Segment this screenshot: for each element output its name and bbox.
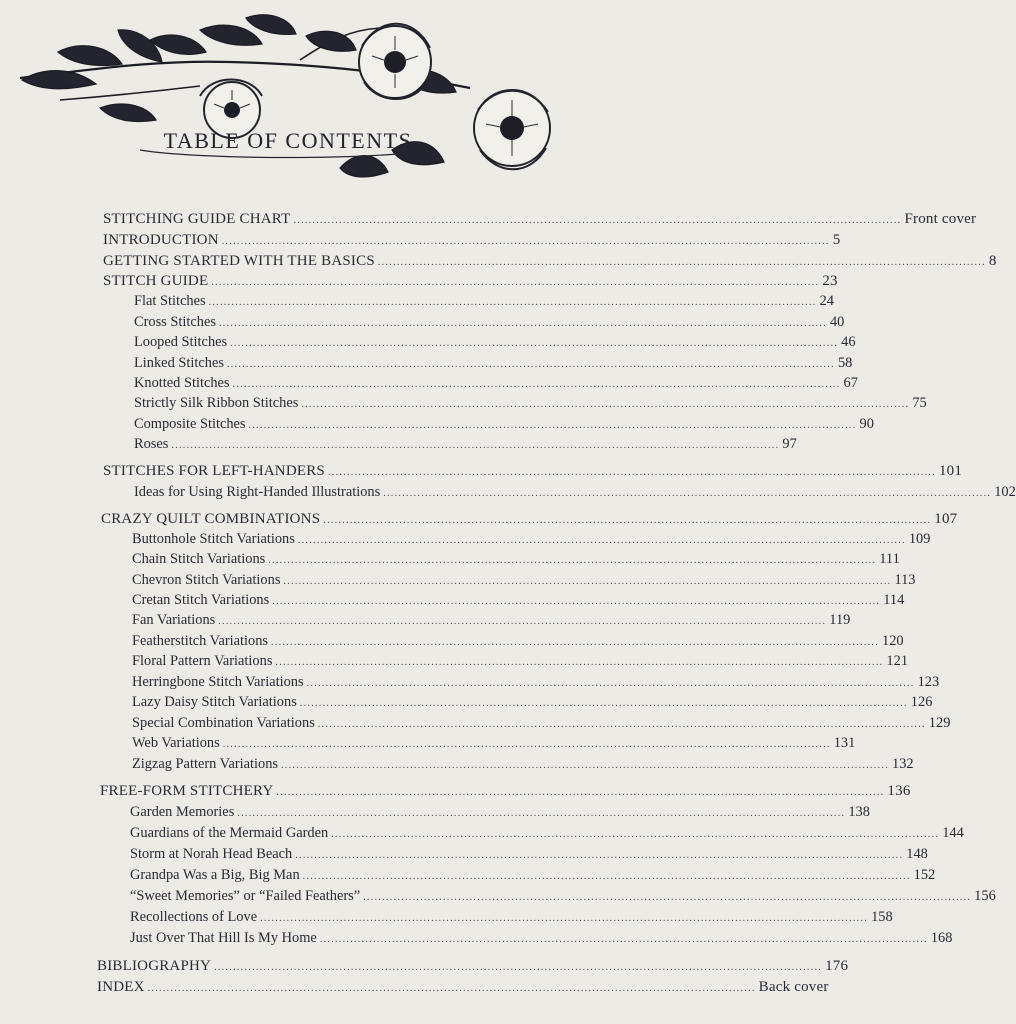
- toc-subsection-entry: [130, 803, 870, 823]
- toc-entry-title: STITCHING GUIDE CHART: [103, 211, 291, 227]
- toc-subsection-entry: [134, 483, 1016, 503]
- toc-entry-title: Web Variations: [132, 735, 220, 751]
- toc-entry-page: 23: [822, 273, 838, 289]
- heading-text: TABLE OF CONTENTS: [163, 128, 413, 153]
- toc-entry-page: 148: [906, 846, 928, 862]
- toc-entry-title: BIBLIOGRAPHY: [97, 958, 212, 974]
- toc-entry-title: Special Combination Variations: [132, 715, 315, 731]
- toc-entry-title: Flat Stitches: [134, 293, 206, 309]
- toc-entry-title: Chevron Stitch Variations: [132, 572, 281, 588]
- dot-leader: ................................................................................................................................................................: [226, 359, 835, 370]
- dot-leader: ................................................................................................................................................................: [302, 871, 911, 882]
- dot-leader: ................................................................................................................................................................: [301, 399, 910, 410]
- toc-entry-title: Zigzag Pattern Variations: [132, 756, 278, 772]
- dot-leader: ................................................................................................................................................................: [327, 467, 936, 478]
- toc-subsection-entry: [134, 374, 858, 394]
- toc-entry-page: 120: [882, 633, 904, 649]
- toc-entry-title: Featherstitch Variations: [132, 633, 269, 649]
- dot-leader: ................................................................................................................................................................: [331, 829, 940, 840]
- toc-subsection-entry: [132, 755, 914, 775]
- toc-subsection-entry: [134, 415, 874, 435]
- dot-leader: ................................................................................................................................................................: [383, 488, 992, 499]
- toc-entry-title: Looped Stitches: [134, 334, 228, 350]
- toc-entry-page: 119: [829, 612, 851, 628]
- toc-section-entry: [103, 231, 841, 251]
- toc-entry-title: Roses: [134, 436, 169, 452]
- toc-entry-title: Recollections of Love: [130, 909, 258, 925]
- dot-leader: ................................................................................................................................................................: [222, 739, 831, 750]
- toc-entry-page: 109: [908, 531, 931, 547]
- dot-leader: ................................................................................................................................................................: [283, 576, 892, 587]
- dot-leader: ................................................................................................................................................................: [221, 236, 830, 247]
- toc-subsection-entry: [132, 571, 916, 591]
- toc-entry-page: 5: [832, 232, 841, 248]
- toc-entry-page: 158: [871, 909, 893, 925]
- toc-subsection-entry: [132, 611, 851, 631]
- dot-leader: ................................................................................................................................................................: [299, 698, 908, 709]
- toc-subsection-entry: [132, 530, 931, 550]
- toc-entry-page: 90: [859, 416, 874, 432]
- toc-subsection-entry: [132, 673, 940, 693]
- toc-entry-page: 113: [894, 572, 916, 588]
- toc-entry-page: 156: [974, 888, 996, 904]
- toc-entry-page: 67: [843, 375, 858, 391]
- toc-entry-title: GETTING STARTED WITH THE BASICS: [103, 253, 375, 269]
- toc-entry-page: 123: [917, 674, 940, 690]
- dot-leader: ................................................................................................................................................................: [218, 616, 827, 627]
- toc-subsection-entry: [130, 866, 936, 886]
- toc-subsection-entry: [130, 908, 893, 928]
- toc-entry-page: 111: [879, 551, 900, 567]
- toc-entry-page: 97: [782, 436, 797, 452]
- toc-entry-page: 107: [934, 511, 958, 527]
- dot-leader: ................................................................................................................................................................: [306, 678, 915, 689]
- toc-entry-title: Garden Memories: [130, 804, 235, 820]
- dot-leader: ................................................................................................................................................................: [275, 657, 884, 668]
- dot-leader: ................................................................................................................................................................: [218, 318, 827, 329]
- toc-entry-title: CRAZY QUILT COMBINATIONS: [101, 511, 321, 527]
- toc-subsection-entry: [130, 845, 928, 865]
- toc-entry-title: Ideas for Using Right-Handed Illustrations: [134, 484, 381, 500]
- toc-entry-page: 126: [910, 694, 933, 710]
- toc-entry-page: Back cover: [758, 979, 829, 995]
- toc-entry-page: 136: [887, 783, 911, 799]
- dot-leader: ................................................................................................................................................................: [276, 787, 885, 798]
- toc-entry-title: STITCHES FOR LEFT-HANDERS: [103, 463, 325, 479]
- toc-subsection-entry: [134, 313, 845, 333]
- toc-entry-title: Knotted Stitches: [134, 375, 230, 391]
- toc-entry-page: 132: [892, 756, 914, 772]
- toc-entry-page: 40: [829, 314, 845, 330]
- toc-entry-title: Cretan Stitch Variations: [132, 592, 270, 608]
- toc-entry-page: 129: [928, 715, 951, 731]
- toc-subsection-entry: [134, 435, 797, 455]
- toc-entry-page: 75: [912, 395, 927, 411]
- toc-entry-title: Chain Stitch Variations: [132, 551, 266, 567]
- toc-subsection-entry: [130, 824, 964, 844]
- toc-subsection-entry: [132, 632, 904, 652]
- toc-entry-page: 176: [825, 958, 849, 974]
- dot-leader: ................................................................................................................................................................: [377, 257, 986, 268]
- toc-subsection-entry: [132, 714, 951, 734]
- toc-subsection-entry: [132, 591, 905, 611]
- toc-subsection-entry: [134, 354, 853, 374]
- toc-section-entry: [97, 957, 849, 977]
- toc-section-entry: [100, 782, 911, 802]
- toc-entry-title: Lazy Daisy Stitch Variations: [132, 694, 297, 710]
- dot-leader: ................................................................................................................................................................: [317, 719, 926, 730]
- toc-section-entry: [103, 462, 963, 482]
- toc-subsection-entry: [132, 734, 856, 754]
- toc-subsection-entry: [134, 333, 856, 353]
- toc-section-entry: [103, 210, 977, 230]
- toc-entry-title: INTRODUCTION: [103, 232, 219, 248]
- toc-subsection-entry: [134, 394, 927, 414]
- dot-leader: ................................................................................................................................................................: [363, 892, 972, 903]
- toc-entry-page: 114: [883, 592, 905, 608]
- toc-entry-title: Fan Variations: [132, 612, 216, 628]
- dot-leader: ................................................................................................................................................................: [211, 277, 820, 288]
- toc-entry-page: 152: [913, 867, 936, 883]
- toc-entry-page: 168: [930, 930, 953, 946]
- toc-entry-page: 138: [848, 804, 870, 820]
- toc-subsection-entry: [130, 929, 953, 949]
- dot-leader: ................................................................................................................................................................: [293, 215, 902, 226]
- toc-subsection-entry: [132, 652, 909, 672]
- toc-entry-title: Herringbone Stitch Variations: [132, 674, 304, 690]
- dot-leader: ................................................................................................................................................................: [297, 535, 906, 546]
- toc-entry-title: Storm at Norah Head Beach: [130, 846, 293, 862]
- toc-subsection-entry: [134, 292, 834, 312]
- toc-entry-title: Composite Stitches: [134, 416, 246, 432]
- dot-leader: ................................................................................................................................................................: [171, 440, 780, 451]
- toc-section-entry: [103, 252, 997, 272]
- toc-entry-title: Grandpa Was a Big, Big Man: [130, 867, 300, 883]
- toc-entry-page: 144: [942, 825, 964, 841]
- dot-leader: ................................................................................................................................................................: [232, 379, 841, 390]
- dot-leader: ................................................................................................................................................................: [230, 338, 839, 349]
- toc-entry-title: Buttonhole Stitch Variations: [132, 531, 295, 547]
- toc-entry-title: Just Over That Hill Is My Home: [130, 930, 317, 946]
- toc-entry-page: 8: [988, 253, 997, 269]
- toc-subsection-entry: [132, 550, 900, 570]
- toc-entry-title: INDEX: [97, 979, 145, 995]
- dot-leader: ................................................................................................................................................................: [237, 808, 846, 819]
- toc-section-entry: [97, 978, 829, 998]
- dot-leader: ................................................................................................................................................................: [208, 297, 817, 308]
- toc-entry-title: Floral Pattern Variations: [132, 653, 273, 669]
- toc-entry-page: 46: [841, 334, 856, 350]
- dot-leader: ................................................................................................................................................................: [248, 420, 857, 431]
- toc-entry-page: 101: [938, 463, 963, 479]
- dot-leader: ................................................................................................................................................................: [214, 962, 823, 973]
- dot-leader: ................................................................................................................................................................: [323, 515, 932, 526]
- toc-subsection-entry: [132, 693, 933, 713]
- dot-leader: ................................................................................................................................................................: [319, 934, 928, 945]
- toc-entry-title: “Sweet Memories” or “Failed Feathers”: [130, 888, 361, 904]
- toc-entry-page: 131: [833, 735, 856, 751]
- toc-entry-page: 121: [886, 653, 909, 669]
- dot-leader: ................................................................................................................................................................: [272, 596, 881, 607]
- toc-entry-page: 58: [837, 355, 853, 371]
- dot-leader: ................................................................................................................................................................: [295, 850, 904, 861]
- toc-entry-title: Linked Stitches: [134, 355, 224, 371]
- toc-entry-title: STITCH GUIDE: [103, 273, 209, 289]
- toc-entry-page: 24: [819, 293, 834, 309]
- toc-entry-page: 102: [994, 484, 1016, 500]
- dot-leader: ................................................................................................................................................................: [281, 760, 889, 771]
- toc-subsection-entry: [130, 887, 996, 907]
- toc-section-entry: [103, 272, 838, 292]
- dot-leader: ................................................................................................................................................................: [260, 913, 869, 924]
- toc-entry-page: Front cover: [904, 211, 977, 227]
- dot-leader: ................................................................................................................................................................: [147, 983, 756, 994]
- dot-leader: ................................................................................................................................................................: [268, 555, 877, 566]
- toc-entry-title: FREE-FORM STITCHERY: [100, 783, 274, 799]
- toc-entry-title: Cross Stitches: [134, 314, 216, 330]
- toc-entry-title: Guardians of the Mermaid Garden: [130, 825, 329, 841]
- dot-leader: ................................................................................................................................................................: [271, 637, 880, 648]
- toc-entry-title: Strictly Silk Ribbon Stitches: [134, 395, 299, 411]
- toc-section-entry: [101, 510, 958, 530]
